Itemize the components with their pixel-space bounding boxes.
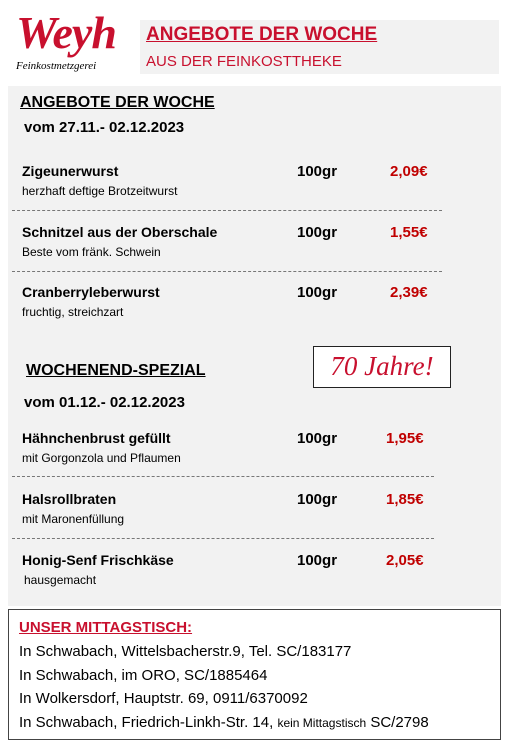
item-description: Beste vom fränk. Schwein (22, 245, 161, 259)
offer-item (22, 284, 482, 328)
item-price: 1,95€ (386, 430, 424, 447)
item-name: Schnitzel aus der Oberschale (22, 224, 218, 240)
location-text: In Schwabach, Friedrich-Linkh-Str. 14, (19, 714, 278, 731)
item-price: 2,05€ (386, 552, 424, 569)
location-line: In Schwabach, im ORO, SC/1885464 (19, 667, 268, 684)
item-price: 1,85€ (386, 491, 424, 508)
item-name: Cranberryleberwurst (22, 284, 160, 300)
item-name: Halsrollbraten (22, 491, 117, 507)
offer-item (22, 491, 482, 535)
item-description: mit Gorgonzola und Pflaumen (22, 451, 181, 465)
footer-title: UNSER MITTAGSTISCH: (19, 619, 193, 636)
weekly-section-title: ANGEBOTE DER WOCHE (20, 94, 215, 111)
offers-panel (8, 86, 501, 606)
offer-item (22, 430, 482, 474)
logo-subtitle: Feinkostmetzgerei (16, 60, 97, 72)
item-weight: 100gr (297, 224, 338, 241)
weekend-date-range: vom 01.12.- 02.12.2023 (24, 394, 185, 411)
location-phone: SC/2798 (366, 714, 429, 731)
location-line (19, 714, 429, 731)
item-weight: 100gr (297, 491, 338, 508)
divider (12, 538, 434, 539)
anniversary-badge (313, 346, 451, 388)
divider (12, 210, 442, 211)
item-name: Hähnchenbrust gefüllt (22, 430, 171, 446)
item-description: hausgemacht (24, 573, 97, 587)
offer-item (22, 163, 482, 207)
offer-item (22, 552, 482, 596)
item-description: herzhaft deftige Brotzeitwurst (22, 184, 178, 198)
weekend-section-title: WOCHENEND-SPEZIAL (26, 362, 206, 379)
divider (12, 271, 442, 272)
item-weight: 100gr (297, 430, 338, 447)
item-description: mit Maronenfüllung (22, 512, 125, 526)
item-price: 2,09€ (390, 163, 428, 180)
divider (12, 476, 434, 477)
location-note: kein Mittagstisch (277, 716, 367, 730)
logo-script: Weyh (16, 7, 116, 58)
item-price: 1,55€ (390, 224, 428, 241)
header-subtitle: AUS DER FEINKOSTTHEKE (146, 53, 342, 70)
item-price: 2,39€ (390, 284, 428, 301)
item-weight: 100gr (297, 552, 338, 569)
item-name: Zigeunerwurst (22, 163, 119, 179)
header-box (140, 20, 499, 74)
offer-item (22, 224, 482, 268)
item-weight: 100gr (297, 163, 338, 180)
location-line: In Wolkersdorf, Hauptstr. 69, 0911/6370092 (19, 690, 308, 707)
badge-text: 70 Jahre! (330, 351, 434, 381)
logo (14, 6, 132, 74)
header-title: ANGEBOTE DER WOCHE (146, 24, 378, 45)
location-line: In Schwabach, Wittelsbacherstr.9, Tel. SC/183177 (19, 643, 352, 660)
item-description: fruchtig, streichzart (22, 305, 124, 319)
item-name: Honig-Senf Frischkäse (22, 552, 174, 568)
lunch-locations-box (8, 609, 501, 740)
item-weight: 100gr (297, 284, 338, 301)
weekly-date-range: vom 27.11.- 02.12.2023 (24, 119, 185, 136)
